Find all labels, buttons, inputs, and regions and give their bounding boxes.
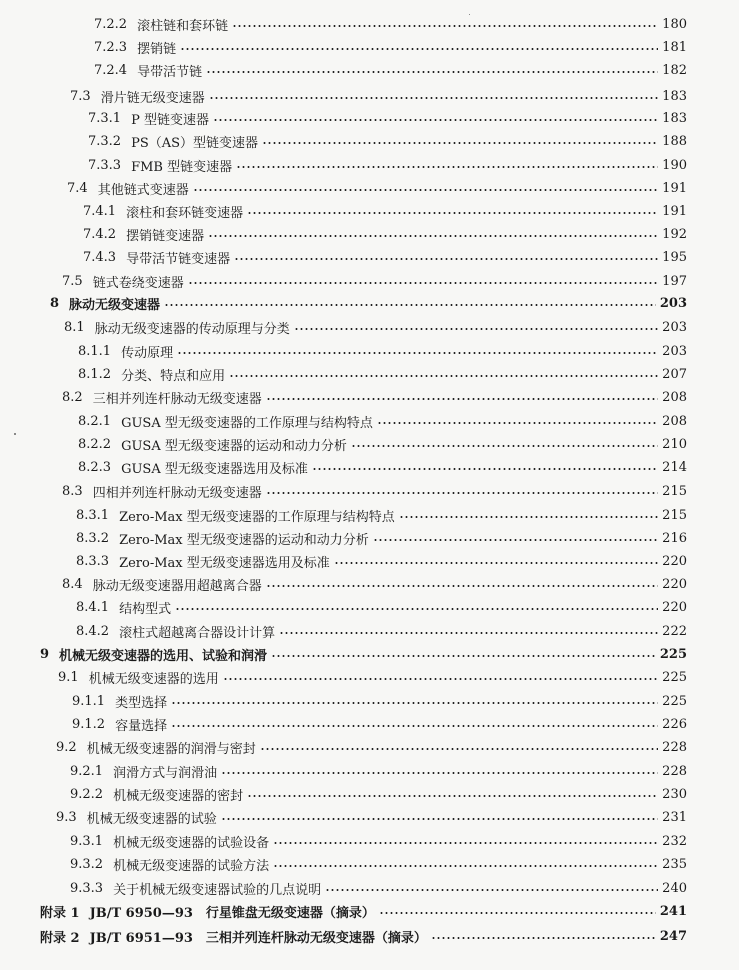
toc-entry-title: FMB 型链变速器 xyxy=(131,159,233,175)
dot-leader xyxy=(209,97,658,99)
dot-leader xyxy=(271,655,656,657)
toc-entry[interactable] xyxy=(94,37,687,57)
toc-entry[interactable] xyxy=(70,878,687,898)
toc-entry-page: 181 xyxy=(662,39,687,55)
toc-entry-title: GUSA 型无级变速器选用及标准 xyxy=(121,461,308,477)
toc-entry-number: 7.2.4 xyxy=(94,62,128,78)
toc-entry-page: 220 xyxy=(662,553,687,569)
toc-entry[interactable] xyxy=(70,86,687,106)
toc-entry-title: JB/T 6950—93 行星锥盘无级变速器（摘录） xyxy=(89,905,375,921)
toc-entry-title: 摆销链变速器 xyxy=(126,228,205,244)
toc-entry-title: 脉动无级变速器 xyxy=(69,297,161,313)
toc-entry-page: 231 xyxy=(662,809,687,825)
toc-entry-number: 8.1.2 xyxy=(78,366,112,382)
toc-entry-number: 8.3.2 xyxy=(76,530,110,546)
toc-entry[interactable] xyxy=(70,784,687,804)
toc-entry-page: 197 xyxy=(662,273,687,289)
toc-entry[interactable] xyxy=(78,364,687,384)
dot-leader xyxy=(351,445,658,447)
dot-leader xyxy=(177,352,658,354)
toc-entry-page: 207 xyxy=(662,366,687,382)
toc-entry[interactable] xyxy=(70,831,687,851)
toc-entry-title: 脉动无级变速器用超越离合器 xyxy=(92,578,262,594)
toc-entry-number: 9.3.3 xyxy=(70,880,104,896)
toc-entry-page: 191 xyxy=(662,203,687,219)
toc-entry-page: 192 xyxy=(662,226,687,242)
toc-entry-title: 链式卷绕变速器 xyxy=(92,275,184,291)
dot-leader xyxy=(247,795,658,797)
toc-entry[interactable] xyxy=(72,691,687,711)
toc-entry-number: 9.3.2 xyxy=(70,856,104,872)
dot-leader xyxy=(234,258,658,260)
toc-entry-number: 8.4 xyxy=(62,576,83,592)
toc-entry-title: 机械无级变速器的选用、试验和润滑 xyxy=(59,648,268,664)
toc-entry-number: 8.3 xyxy=(62,483,83,499)
toc-entry-page: 190 xyxy=(662,157,687,173)
dot-leader xyxy=(171,725,658,727)
toc-entry-title: Zero-Max 型无级变速器的运动和动力分析 xyxy=(119,532,369,548)
dot-leader xyxy=(377,422,658,424)
toc-entry-title: GUSA 型无级变速器的运动和动力分析 xyxy=(121,438,347,454)
toc-entry-page: 195 xyxy=(662,249,687,265)
toc-entry-number: 9.3 xyxy=(56,809,77,825)
toc-entry[interactable] xyxy=(40,926,687,946)
toc-entry-title: 结构型式 xyxy=(119,601,172,617)
dot-leader xyxy=(188,282,658,284)
toc-entry-title: 滚柱式超越离合器设计计算 xyxy=(119,625,276,641)
toc-entry-number: 8 xyxy=(50,295,60,311)
dot-leader xyxy=(223,678,658,680)
toc-entry-page: 240 xyxy=(662,880,687,896)
scan-speck xyxy=(469,14,470,15)
toc-entry[interactable] xyxy=(76,621,687,641)
toc-entry-number: 7.4.1 xyxy=(83,203,117,219)
dot-leader xyxy=(221,772,658,774)
toc-entry-title: 润滑方式与润滑油 xyxy=(113,765,218,781)
toc-entry-page: 210 xyxy=(662,436,687,452)
toc-entry-number: 9.3.1 xyxy=(70,833,104,849)
toc-entry-title: JB/T 6951—93 三相并列连杆脉动无级变速器（摘录） xyxy=(89,930,427,946)
toc-entry-title: 滚柱和套环链变速器 xyxy=(126,205,244,221)
dot-leader xyxy=(431,937,656,939)
toc-entry-number: 7.3.3 xyxy=(88,157,122,173)
toc-entry-title: 滚柱链和套环链 xyxy=(137,18,229,34)
toc-entry-number: 8.2.3 xyxy=(78,459,112,475)
toc-entry-page: 235 xyxy=(662,856,687,872)
toc-entry[interactable] xyxy=(94,14,687,34)
toc-entry[interactable] xyxy=(62,574,687,594)
toc-entry-title: 关于机械无级变速器试验的几点说明 xyxy=(113,882,322,898)
toc-entry-title: 传动原理 xyxy=(121,345,174,361)
toc-entry-page: 215 xyxy=(662,507,687,523)
toc-entry-page: 247 xyxy=(659,928,687,944)
toc-entry-page: 225 xyxy=(659,646,687,662)
toc-entry-title: 机械无级变速器的试验设备 xyxy=(113,835,270,851)
toc-entry-title: GUSA 型无级变速器的工作原理与结构特点 xyxy=(121,415,373,431)
dot-leader xyxy=(175,608,658,610)
toc-entry[interactable] xyxy=(70,854,687,874)
dot-leader xyxy=(171,702,658,704)
toc-entry[interactable] xyxy=(88,108,687,128)
toc-entry-page: 208 xyxy=(662,389,687,405)
toc-entry-title: Zero-Max 型无级变速器的工作原理与结构特点 xyxy=(119,509,395,525)
toc-entry[interactable] xyxy=(83,247,687,267)
toc-entry-title: 四相并列连杆脉动无级变速器 xyxy=(92,485,262,501)
dot-leader xyxy=(236,166,658,168)
dot-leader xyxy=(180,48,658,50)
toc-entry-page: 216 xyxy=(662,530,687,546)
toc-entry[interactable] xyxy=(76,528,687,548)
toc-entry-title: 类型选择 xyxy=(115,695,168,711)
toc-entry[interactable] xyxy=(40,901,687,921)
toc-entry-page: 203 xyxy=(662,319,687,335)
toc-entry-number: 9.2.1 xyxy=(70,763,104,779)
toc-entry-page: 215 xyxy=(662,483,687,499)
toc-entry-page: 230 xyxy=(662,786,687,802)
toc-entry[interactable] xyxy=(76,505,687,525)
dot-leader xyxy=(262,142,658,144)
toc-entry-page: 220 xyxy=(662,576,687,592)
toc-entry-title: 容量选择 xyxy=(115,718,168,734)
dot-leader xyxy=(266,585,658,587)
toc-entry-number: 8.2.1 xyxy=(78,413,112,429)
toc-entry-page: 180 xyxy=(662,16,687,32)
toc-entry-title: 滑片链无级变速器 xyxy=(100,90,205,106)
dot-leader xyxy=(312,468,658,470)
toc-entry[interactable] xyxy=(83,224,687,244)
toc-entry-page: 182 xyxy=(662,62,687,78)
toc-entry[interactable] xyxy=(40,644,687,664)
dot-leader xyxy=(279,632,658,634)
toc-entry[interactable] xyxy=(56,737,687,757)
dot-leader xyxy=(232,25,658,27)
toc-entry-number: 9.1 xyxy=(58,669,79,685)
toc-entry-title: 分类、特点和应用 xyxy=(121,368,226,384)
toc-entry-number: 8.4.2 xyxy=(76,623,110,639)
toc-entry-page: 228 xyxy=(662,739,687,755)
toc-entry-page: 225 xyxy=(662,693,687,709)
toc-entry[interactable] xyxy=(78,411,687,431)
toc-entry-number: 8.2.2 xyxy=(78,436,112,452)
toc-entry[interactable] xyxy=(64,317,687,337)
toc-entry[interactable] xyxy=(88,155,687,175)
toc-entry-number: 7.4 xyxy=(67,180,88,196)
toc-entry-page: 191 xyxy=(662,180,687,196)
scan-speck xyxy=(14,433,16,435)
toc-entry[interactable] xyxy=(76,551,687,571)
toc-entry[interactable] xyxy=(72,714,687,734)
toc-entry-number: 7.2.2 xyxy=(94,16,128,32)
toc-entry-page: 203 xyxy=(662,343,687,359)
dot-leader xyxy=(164,304,656,306)
toc-entry-page: 188 xyxy=(662,133,687,149)
toc-entry[interactable] xyxy=(83,201,687,221)
toc-entry-number: 8.4.1 xyxy=(76,599,110,615)
toc-entry[interactable] xyxy=(62,387,687,407)
toc-entry[interactable] xyxy=(56,807,687,827)
dot-leader xyxy=(273,865,658,867)
toc-entry[interactable] xyxy=(70,761,687,781)
toc-entry-number: 7.3 xyxy=(70,88,91,104)
toc-entry[interactable] xyxy=(50,293,687,313)
toc-entry[interactable] xyxy=(76,597,687,617)
toc-entry[interactable] xyxy=(78,341,687,361)
toc-entry-number: 7.4.2 xyxy=(83,226,117,242)
dot-leader xyxy=(266,492,658,494)
toc-entry-number: 9.2.2 xyxy=(70,786,104,802)
toc-entry-page: 208 xyxy=(662,413,687,429)
toc-entry-page: 203 xyxy=(659,295,687,311)
toc-entry[interactable] xyxy=(62,481,687,501)
toc-entry-number: 附录 2 xyxy=(40,930,80,946)
toc-entry-number: 7.3.1 xyxy=(88,110,122,126)
toc-entry[interactable] xyxy=(94,60,687,80)
toc-entry-page: 183 xyxy=(662,88,687,104)
toc-entry-number: 8.3.3 xyxy=(76,553,110,569)
toc-entry-number: 8.1 xyxy=(64,319,85,335)
toc-entry-title: PS（AS）型链变速器 xyxy=(131,135,259,151)
dot-leader xyxy=(334,562,658,564)
dot-leader xyxy=(213,119,658,121)
toc-entry-page: 226 xyxy=(662,716,687,732)
toc-entry-number: 7.5 xyxy=(62,273,83,289)
dot-leader xyxy=(325,889,658,891)
toc-entry-number: 9.2 xyxy=(56,739,77,755)
toc-entry-title: 摆销链 xyxy=(137,41,177,57)
toc-entry-title: 机械无级变速器的润滑与密封 xyxy=(86,741,256,757)
toc-entry-page: 228 xyxy=(662,763,687,779)
toc-entry-page: 183 xyxy=(662,110,687,126)
toc-entry-number: 附录 1 xyxy=(40,905,80,921)
toc-entry-number: 7.4.3 xyxy=(83,249,117,265)
toc-entry-number: 9.1.1 xyxy=(72,693,106,709)
dot-leader xyxy=(206,71,658,73)
toc-entry-page: 222 xyxy=(662,623,687,639)
toc-entry[interactable] xyxy=(78,434,687,454)
toc-entry-number: 9.1.2 xyxy=(72,716,106,732)
toc-entry-title: 三相并列连杆脉动无级变速器 xyxy=(92,391,262,407)
toc-entry-number: 8.3.1 xyxy=(76,507,110,523)
dot-leader xyxy=(208,235,658,237)
dot-leader xyxy=(229,375,658,377)
toc-entry-title: 机械无级变速器的试验方法 xyxy=(113,858,270,874)
dot-leader xyxy=(294,328,658,330)
toc-entry[interactable] xyxy=(78,457,687,477)
toc-entry-title: 脉动无级变速器的传动原理与分类 xyxy=(94,321,290,337)
dot-leader xyxy=(399,516,658,518)
toc-entry[interactable] xyxy=(62,271,687,291)
toc-entry-page: 225 xyxy=(662,669,687,685)
dot-leader xyxy=(247,212,658,214)
toc-entry-number: 9 xyxy=(40,646,50,662)
toc-entry-number: 8.1.1 xyxy=(78,343,112,359)
dot-leader xyxy=(221,818,658,820)
dot-leader xyxy=(193,189,658,191)
toc-entry-number: 7.2.3 xyxy=(94,39,128,55)
dot-leader xyxy=(373,539,658,541)
toc-entry-number: 8.2 xyxy=(62,389,83,405)
toc-entry-title: P 型链变速器 xyxy=(131,112,209,128)
toc-entry-title: 机械无级变速器的选用 xyxy=(88,671,219,687)
dot-leader xyxy=(266,398,658,400)
toc-entry-title: 其他链式变速器 xyxy=(97,182,189,198)
toc-entry[interactable] xyxy=(88,131,687,151)
toc-entry-title: 机械无级变速器的试验 xyxy=(86,811,217,827)
toc-entry-title: Zero-Max 型无级变速器选用及标准 xyxy=(119,555,330,571)
toc-entry-title: 导带活节链变速器 xyxy=(126,251,231,267)
toc-entry-number: 7.3.2 xyxy=(88,133,122,149)
toc-entry-title: 导带活节链 xyxy=(137,64,203,80)
toc-entry[interactable] xyxy=(58,667,687,687)
toc-entry-title: 机械无级变速器的密封 xyxy=(113,788,244,804)
toc-entry-page: 214 xyxy=(662,459,687,475)
dot-leader xyxy=(379,912,656,914)
toc-entry-page: 232 xyxy=(662,833,687,849)
toc-entry-page: 220 xyxy=(662,599,687,615)
toc-entry-page: 241 xyxy=(659,903,687,919)
dot-leader xyxy=(273,842,658,844)
dot-leader xyxy=(260,748,658,750)
toc-entry[interactable] xyxy=(67,178,687,198)
